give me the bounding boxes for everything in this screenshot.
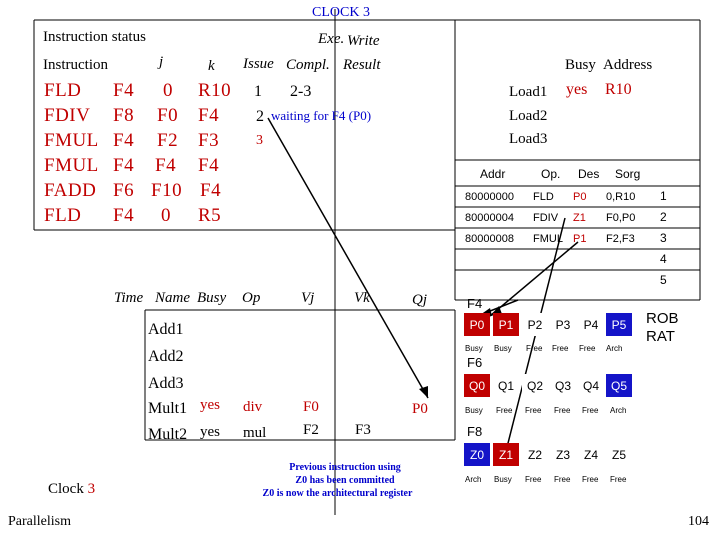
instr-issue: 1	[254, 83, 262, 100]
rat-entry: Z0	[464, 443, 490, 466]
footer-left: Parallelism	[8, 514, 71, 529]
load-busy-header: Busy	[565, 57, 596, 73]
instruction-header: Instruction	[43, 57, 108, 73]
instr-k: F4	[198, 105, 220, 126]
rat-entry: Z5	[606, 443, 632, 466]
instr-dest: F8	[113, 105, 135, 126]
rat-state: Busy	[465, 344, 483, 353]
rs-op: mul	[243, 425, 267, 441]
clock-title: CLOCK 3	[312, 5, 370, 20]
rob-index: 4	[660, 252, 667, 266]
rob-des: P1	[573, 233, 587, 245]
rat-state: Free	[552, 344, 569, 353]
rob-addr-header: Addr	[480, 167, 506, 181]
rat-entry: Q1	[493, 374, 519, 397]
rob-sorg: F2,F3	[606, 233, 635, 245]
rat-state: Free	[496, 406, 513, 415]
instr-j: F4	[155, 155, 177, 176]
rat-entry: Q5	[606, 374, 632, 397]
rs-name: Add2	[148, 348, 184, 365]
load1-name: Load1	[509, 84, 548, 100]
rob-op-header: Op.	[541, 167, 561, 181]
instr-op: FMUL	[44, 130, 99, 151]
rat-state: Arch	[606, 344, 623, 353]
load-address-header: Address	[603, 57, 653, 73]
rat-reg-label: F8	[467, 424, 483, 439]
rat-reg-label: F4	[467, 296, 483, 311]
rat-entry: Q2	[522, 374, 548, 397]
rs-time-header: Time	[114, 290, 144, 306]
rat-state: Free	[610, 475, 627, 484]
instr-op: FADD	[44, 180, 97, 201]
instr-j: F2	[157, 130, 179, 151]
rat-entry: P1	[493, 313, 519, 336]
instr-dest: F6	[113, 180, 135, 201]
rat-entry: P3	[550, 313, 576, 336]
rob-sorg-header: Sorg	[615, 167, 641, 181]
rs-vj: F2	[303, 422, 319, 438]
rat-state: Arch	[465, 475, 482, 484]
rob-des: P0	[573, 191, 587, 203]
rob-sorg: F0,P0	[606, 212, 636, 224]
j-header: j	[159, 54, 164, 70]
rob-addr: 80000008	[465, 233, 514, 245]
rob-sorg: 0,R10	[606, 191, 636, 203]
rat-state: Free	[582, 475, 599, 484]
instr-op: FLD	[44, 205, 82, 226]
instr-wait-note: waiting for F4 (P0)	[271, 108, 372, 123]
clock-value: 3	[87, 481, 96, 497]
rat-label: RAT	[646, 328, 675, 345]
commit-note-line: Z0 has been committed	[295, 475, 395, 486]
instr-k: F3	[198, 130, 220, 151]
rob-index: 5	[660, 273, 667, 287]
instr-dest: F4	[113, 205, 135, 226]
rob-index: 2	[660, 210, 667, 224]
issue-header: Issue	[243, 56, 274, 72]
rob-label: ROB	[646, 310, 679, 327]
rob-addr: 80000004	[465, 212, 514, 224]
rob-op: FLD	[533, 191, 554, 203]
rs-busy: yes	[200, 424, 220, 440]
rat-entry: Z1	[493, 443, 519, 466]
rs-name: Mult1	[148, 400, 188, 417]
rat-reg-label: F6	[467, 355, 483, 370]
rob-addr: 80000000	[465, 191, 514, 203]
rat-entry: Z2	[522, 443, 548, 466]
instr-exec: 2-3	[290, 83, 312, 100]
instr-op: FDIV	[44, 105, 91, 126]
rat-state: Free	[554, 475, 571, 484]
rs-busy: yes	[200, 397, 220, 413]
result-header: Result	[343, 57, 381, 73]
rs-vk-header: Vk	[354, 290, 370, 306]
instr-dest: F4	[113, 130, 135, 151]
rs-op: div	[243, 399, 263, 415]
rat-state: Free	[579, 344, 596, 353]
rat-entry: P0	[464, 313, 490, 336]
rat-entry: Z4	[578, 443, 604, 466]
rat-state: Arch	[610, 406, 627, 415]
commit-note-line: Previous instruction using	[289, 462, 401, 473]
instr-issue: 2	[256, 108, 264, 125]
rat-state: Busy	[494, 344, 512, 353]
rs-qj: P0	[412, 401, 428, 417]
load1-address: R10	[605, 81, 632, 98]
rat-entry: P5	[606, 313, 632, 336]
exe-header: Exe.	[318, 31, 345, 47]
rs-name: Add3	[148, 375, 184, 392]
rat-state: Busy	[494, 475, 512, 484]
rs-name: Mult2	[148, 426, 188, 443]
page-number: 104	[688, 514, 709, 529]
rob-des: Z1	[573, 212, 586, 224]
load2-name: Load2	[509, 108, 548, 124]
load3-name: Load3	[509, 131, 548, 147]
commit-note	[262, 461, 425, 500]
instr-k: R5	[198, 205, 222, 226]
instr-dest: F4	[113, 155, 135, 176]
rs-name-header: Name	[155, 290, 190, 306]
rat-state: Free	[526, 344, 543, 353]
instr-k: F4	[200, 180, 222, 201]
rs-qj-header: Qj	[412, 292, 427, 308]
instr-j: 0	[163, 80, 173, 101]
rat-state: Free	[554, 406, 571, 415]
clock-label: Clock	[48, 481, 84, 497]
rs-vj-header: Vj	[301, 290, 315, 306]
rob-des-header: Des	[578, 167, 600, 181]
rob-op: FMUL	[533, 233, 563, 245]
instr-k: F4	[198, 155, 220, 176]
rat-entry: P4	[578, 313, 604, 336]
rat-entry: Q4	[578, 374, 604, 397]
rat-state: Free	[525, 406, 542, 415]
rob-index: 3	[660, 231, 667, 245]
rob-index: 1	[660, 189, 667, 203]
rs-busy-header: Busy	[197, 290, 227, 306]
commit-note-line: Z0 is now the architectural register	[262, 488, 413, 499]
rat-entry: Z3	[550, 443, 576, 466]
rs-vk: F3	[355, 422, 371, 438]
rat-entry: Q3	[550, 374, 576, 397]
instruction-status-title: Instruction status	[43, 29, 146, 45]
rs-vj: F0	[303, 399, 319, 415]
rat-state: Free	[582, 406, 599, 415]
instr-j: F10	[151, 180, 183, 201]
instr-dest: F4	[113, 80, 135, 101]
instr-op: FLD	[44, 80, 82, 101]
rs-name: Add1	[148, 321, 184, 338]
rs-op-header: Op	[242, 290, 261, 306]
rob-op: FDIV	[533, 212, 559, 224]
rat-state: Free	[525, 475, 542, 484]
compl-header: Compl.	[286, 57, 330, 73]
rat-entry: Q0	[464, 374, 490, 397]
rat-state: Busy	[465, 406, 483, 415]
clock-label-group	[48, 481, 95, 498]
instr-j: 0	[161, 205, 171, 226]
rat-entry: P2	[522, 313, 548, 336]
instr-j: F0	[157, 105, 179, 126]
load1-busy: yes	[566, 81, 588, 98]
k-header: k	[208, 58, 215, 74]
write-header: Write	[347, 33, 380, 49]
instr-issue: 3	[256, 133, 263, 148]
instr-op: FMUL	[44, 155, 99, 176]
instr-k: R10	[198, 80, 232, 101]
